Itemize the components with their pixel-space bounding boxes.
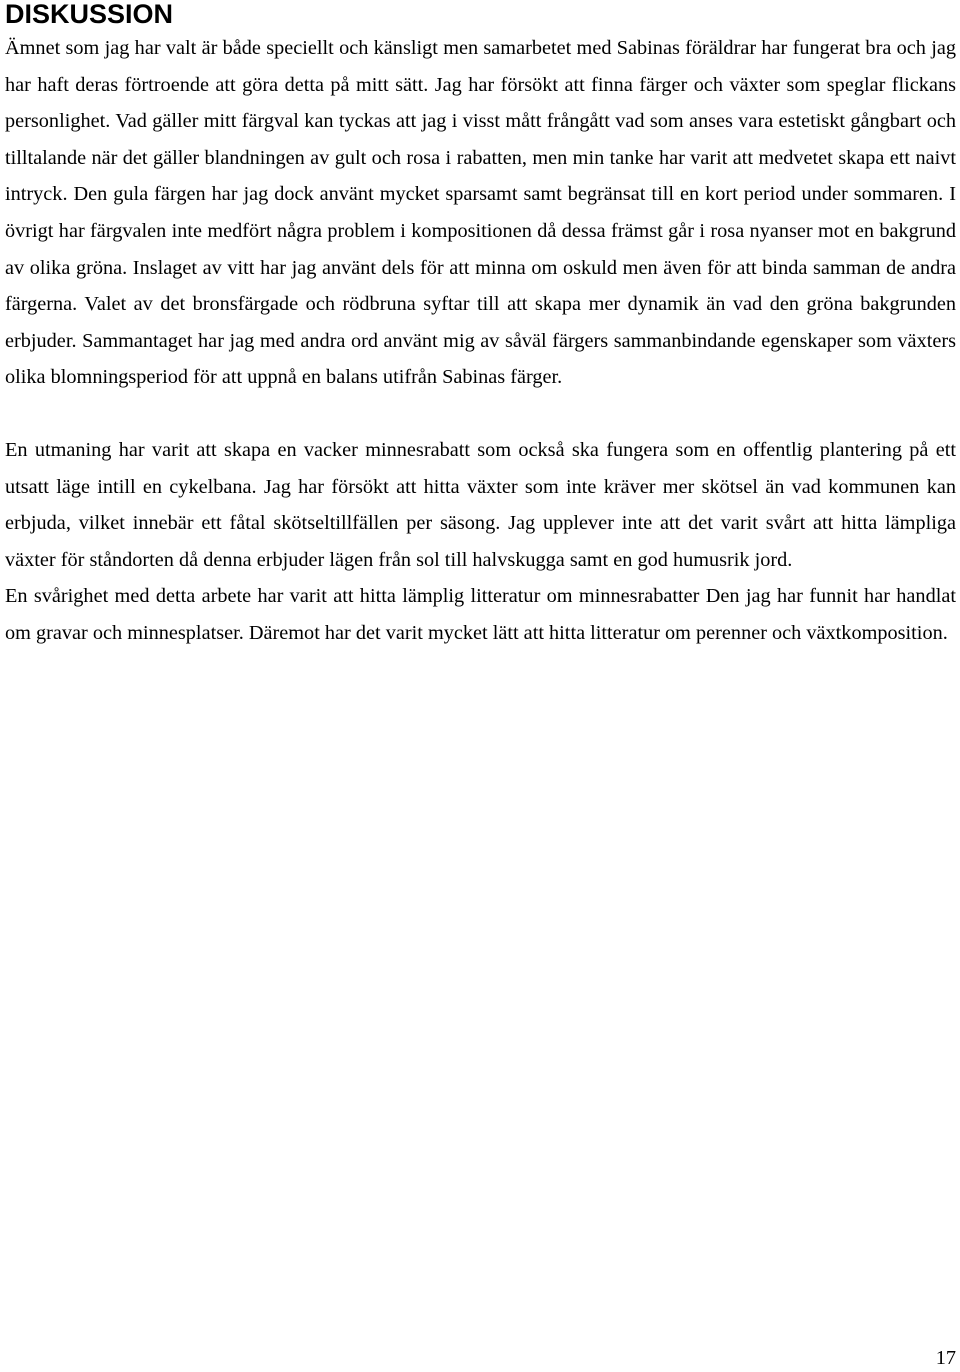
paragraph-1: Ämnet som jag har valt är både speciellt och känsligt men samarbetet med Sabinas föräldrar har fungerat bra och jag har haft deras förtroende att göra detta på mitt sätt. Jag har försökt att finna färger och växter som speglar flickans personlighet. Vad gäller mitt färgval kan tyckas att jag i visst mått frångått vad som anses vara estetiskt gångbart och tilltalande när det gäller blandningen av gult och rosa i rabatten, men min tanke har varit att medvetet skapa ett naivt intryck. Den gula färgen har jag dock använt mycket sparsamt samt begränsat till en kort period under sommaren. I övrigt har färgvalen inte medfört några problem i kompositionen då dessa främst går i rosa nyanser mot en bakgrund av olika gröna. Inslaget av vitt har jag använt dels för att minna om oskuld men även för att binda samman de andra färgerna. Valet av det bronsfärgade och rödbruna syftar till att skapa mer dynamik än vad den gröna bakgrunden erbjuder. Sammantaget har jag med andra ord använt mig av såväl färgers sammanbindande egenskaper som växters olika blomningsperiod för att uppnå en balans utifrån Sabinas färger. — [5, 37, 956, 389]
page-number: 17 — [935, 1347, 956, 1369]
document-page — [5, 0, 956, 652]
section-heading: DISKUSSION — [5, 0, 174, 29]
paragraph-2: En utmaning har varit att skapa en vacker minnesrabatt som också ska fungera som en offentlig plantering på ett utsatt läge intill en cykelbana. Jag har försökt att hitta växter som inte kräver mer skötsel än vad kommunen kan erbjuda, vilket innebär ett fåtal skötseltillfällen per säsong. Jag upplever inte att det varit svårt att hitta lämpliga växter för ståndorten då denna erbjuder lägen från sol till halvskugga samt en god humusrik jord. — [5, 438, 956, 571]
paragraph-3: En svårighet med detta arbete har varit att hitta lämplig litteratur om minnesrabatter Den jag har funnit har handlat om gravar och minnesplatser. Däremot har det varit mycket lätt att hitta litteratur om perenner och växtkomposition. — [5, 585, 956, 644]
paragraph-spacer — [5, 396, 956, 432]
